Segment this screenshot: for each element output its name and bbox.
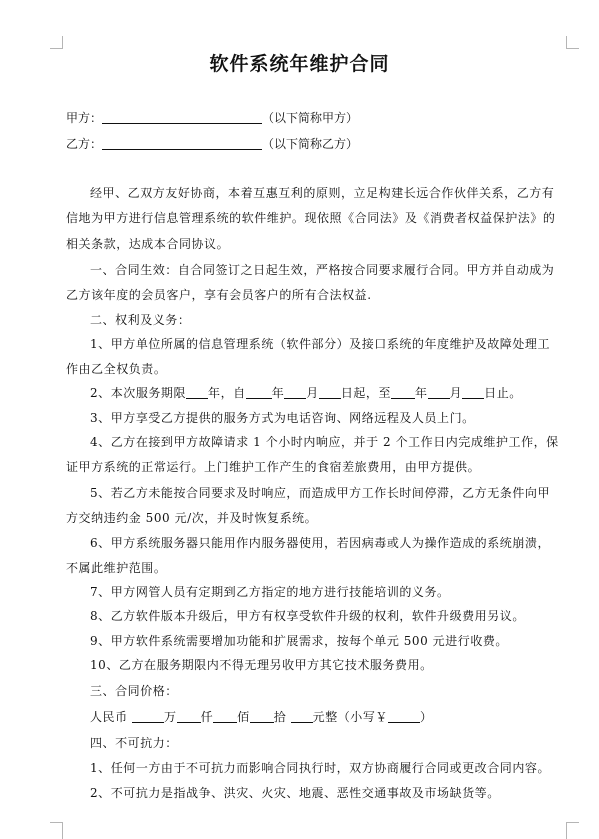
item1-line-1: 1、甲方单位所属的信息管理系统（软件部分）及接口系统的年度维护及故障处理工 [90, 337, 550, 351]
item2-end-day-blank[interactable] [462, 386, 484, 399]
party-a-blank[interactable] [102, 111, 262, 124]
section2-heading: 二、权利及义务： [90, 313, 191, 327]
item2-text-4: 月 [306, 386, 319, 400]
item2-text-8: 日止。 [484, 386, 522, 400]
section1-line-1: 一、合同生效：自合同签订之日起生效，严格按合同要求履行合同。甲方并自动成为 [90, 263, 555, 277]
corner-mark-bottom-left [50, 822, 63, 839]
price-shi-label: 拾 [273, 710, 287, 724]
corner-mark-top-right [566, 36, 579, 49]
price-line [90, 709, 595, 725]
item1-line-2: 作由乙全权负责。 [66, 362, 167, 376]
section1-line-2: 乙方该年度的会员客户，享有会员客户的所有合法权益. [66, 288, 372, 302]
item5-line-1: 5、若乙方未能按合同要求及时响应，而造成甲方工作长时间停滞，乙方无条件向甲 [90, 486, 550, 500]
party-b-label: 乙方： [66, 137, 103, 151]
intro-line-3: 相关条款，达成本合同协议。 [66, 237, 230, 251]
price-qian-label: 仟 [200, 710, 214, 724]
item4-line-2: 证甲方系统的正常运行。上门维护工作产生的食宿差旅费用，由甲方提供。 [66, 460, 481, 474]
item2-end-year-blank[interactable] [391, 386, 415, 399]
item2-start-day-blank[interactable] [319, 386, 341, 399]
item2-end-month-blank[interactable] [428, 386, 450, 399]
item3: 3、甲方享受乙方提供的服务方式为电话咨询、网络远程及人员上门。 [90, 411, 475, 425]
item9: 9、甲方软件系统需要增加功能和扩展需求，按每个单元 500 元进行收费。 [90, 634, 508, 648]
party-a-label: 甲方： [66, 111, 103, 125]
party-a-note: （以下简称甲方） [262, 111, 359, 125]
price-wan-label: 万 [164, 710, 177, 724]
item2-text-6: 年 [415, 386, 428, 400]
party-b-blank[interactable] [102, 137, 262, 150]
price-bai-blank[interactable] [213, 710, 237, 723]
document-title: 软件系统年维护合同 [209, 53, 390, 75]
corner-mark-bottom-right [566, 822, 579, 839]
price-qian-blank[interactable] [177, 710, 201, 723]
item2-start-year-blank[interactable] [246, 386, 272, 399]
party-a-line [66, 110, 571, 126]
price-yuan-label: 元整（小写￥ [312, 710, 388, 724]
price-shi-blank[interactable] [250, 710, 274, 723]
item2-start-month-blank[interactable] [284, 386, 306, 399]
section4-heading: 四、不可抗力： [90, 736, 178, 750]
item2-years-blank[interactable] [186, 386, 208, 399]
price-close-paren: ） [419, 710, 433, 724]
item6-line-2: 不属此维护范围。 [66, 561, 167, 575]
price-bai-label: 佰 [237, 710, 250, 724]
item7: 7、甲方网管人员有定期到乙方指定的地方进行技能培训的义务。 [90, 585, 450, 599]
force-item2: 2、不可抗力是指战争、洪灾、火灾、地震、恶性交通事故及市场缺货等。 [90, 786, 500, 800]
item2-text-3: 年 [271, 386, 285, 400]
price-wan-blank[interactable] [132, 710, 164, 723]
item2-text-7: 月 [449, 386, 463, 400]
price-lowercase-blank[interactable] [388, 710, 420, 723]
item10: 10、乙方在服务期限内不得无理另收甲方其它技术服务费用。 [90, 658, 433, 672]
item2-text-1: 2、本次服务期限 [90, 386, 187, 400]
item6-line-1: 6、甲方系统服务器只能用作内服务器使用，若因病毒或人为操作造成的系统崩溃， [90, 536, 550, 550]
item8: 8、乙方软件版本升级后，甲方有权享受软件升级的权利，软件升级费用另议。 [90, 609, 525, 623]
item2-service-period [90, 385, 595, 401]
party-b-line [66, 136, 571, 152]
price-currency-label: 人民币 [90, 710, 128, 724]
intro-line-1: 经甲、乙双方友好协商，本着互惠互利的原则，立足构建长远合作伙伴关系，乙方有 [90, 186, 555, 200]
item2-text-5: 日起，至 [340, 386, 392, 400]
force-item1: 1、任何一方由于不可抗力而影响合同执行时，双方协商履行合同或更改合同内容。 [90, 761, 550, 775]
item5-line-2: 方交纳违约金 500 元/次，并及时恢复系统。 [66, 511, 318, 525]
item4-line-1: 4、乙方在接到甲方故障请求 1 个小时内响应，并于 2 个工作日内完成维护工作，保 [90, 435, 559, 449]
corner-mark-top-left [50, 36, 63, 49]
intro-line-2: 信地为甲方进行信息管理系统的软件维护。现依照《合同法》及《消费者权益保护法》的 [66, 211, 556, 225]
party-b-note: （以下简称乙方） [262, 137, 359, 151]
price-yuan-blank[interactable] [291, 710, 313, 723]
section3-heading: 三、合同价格： [90, 684, 178, 698]
item2-text-2: 年，自 [208, 386, 246, 400]
